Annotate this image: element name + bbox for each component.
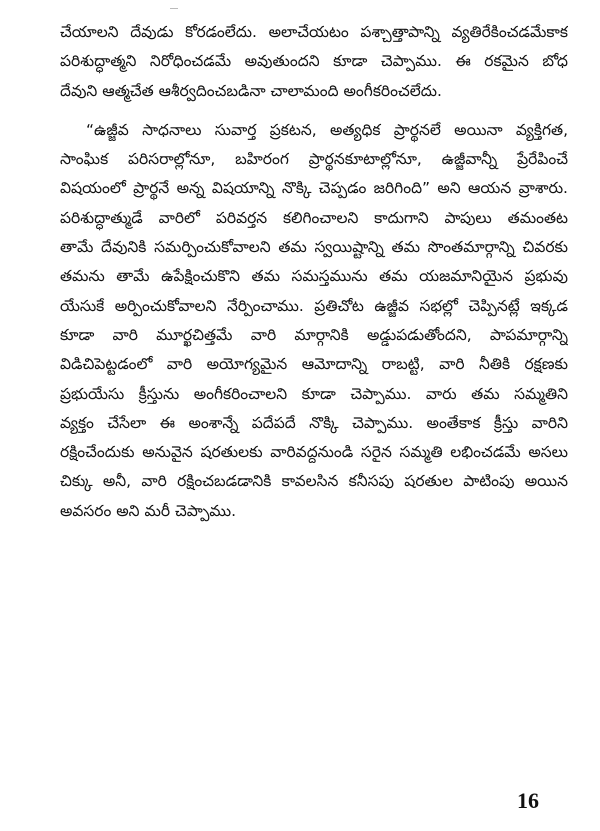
text-line: తమను తామే ఉపేక్షించుకొని తమ సమస్తమును తమ యజమానియైన ప్రభువు	[60, 267, 568, 286]
text-line: అవసరం అని మరీ చెప్పాము.	[60, 501, 237, 520]
page-body	[60, 18, 568, 526]
text-line: కూడా వారి మూర్ఖచిత్తమే వారి మార్గానికి అడ్డుపడుతోందని, పాపమార్గాన్ని	[60, 325, 568, 344]
text-line: విషయంలో ప్రార్థనే అన్న విషయాన్ని నొక్కి చెప్పడం జరిగింది” అని ఆయన వ్రాశారు.	[60, 179, 568, 198]
paragraph-1	[60, 18, 568, 106]
page-number: 16	[517, 788, 539, 813]
text-line: పరిశుద్ధాత్మని నిరోధించడమే అవుతుందని కూడా చెప్పాము. ఈ రకమైన బోధ	[60, 52, 568, 71]
scan-mark	[170, 8, 178, 9]
text-line: సాంఘిక పరిసరాల్లోనూ, బహిరంగ ప్రార్థనకూటాల్లోనూ, ఉజ్జీవాన్నీ ప్రేరేపించే	[60, 150, 568, 169]
text-line: తామే దేవునికి సమర్పించుకోవాలని తమ స్వయిష్టాన్ని తమ సొంతమార్గాన్ని చివరకు	[60, 238, 568, 257]
text-line: ప్రభుయేసు క్రీస్తును అంగీకరించాలని కూడా చెప్పాము. వారు తమ సమ్మతిని	[60, 384, 568, 403]
text-line: చిక్కు అనీ, వారి రక్షించబడడానికి కావలసిన కనీసపు షరతుల పాటింపు అయిన	[60, 472, 568, 491]
text-line: పరిశుద్ధాత్ముడే వారిలో పరివర్తన కలిగించాలని కాదుగాని పాపులు తమంతట	[60, 208, 568, 227]
text-line: చేయాలని దేవుడు కోరడంలేదు. అలాచేయటం పశ్చాత్తాపాన్ని వ్యతిరేకించడమేకాక	[60, 23, 568, 41]
text-line: దేవుని ఆత్మచేత ఆశీర్వదించబడినా చాలామంది అంగీకరించలేదు.	[60, 81, 442, 100]
paragraph-2	[60, 116, 568, 526]
text-line: రక్షించేందుకు అనువైన షరతులకు వారివద్దనుండి సరైన సమ్మతి లభించడమే అసలు	[60, 443, 568, 462]
text-line: విడిచిపెట్టడంలో వారి అయోగ్యమైన ఆమోదాన్ని రాబట్టి, వారి నీతికి రక్షణకు	[60, 355, 568, 374]
text-line: వ్యక్తం చేసేలా ఈ అంశాన్నే పదేపదే నొక్కి చెప్పాము. అంతేకాక క్రీస్తు వారిని	[60, 413, 568, 432]
text-line: యేసుకే అర్పించుకోవాలని నేర్పించాము. ప్రతిచోట ఉజ్జీవ సభల్లో చెప్పినట్లే ఇక్కడ	[60, 296, 568, 315]
text-line: “ఉజ్జీవ సాధనాలు సువార్త ప్రకటన, అత్యధిక ప్రార్థనలే అయినా వ్యక్తిగత,	[86, 120, 568, 139]
